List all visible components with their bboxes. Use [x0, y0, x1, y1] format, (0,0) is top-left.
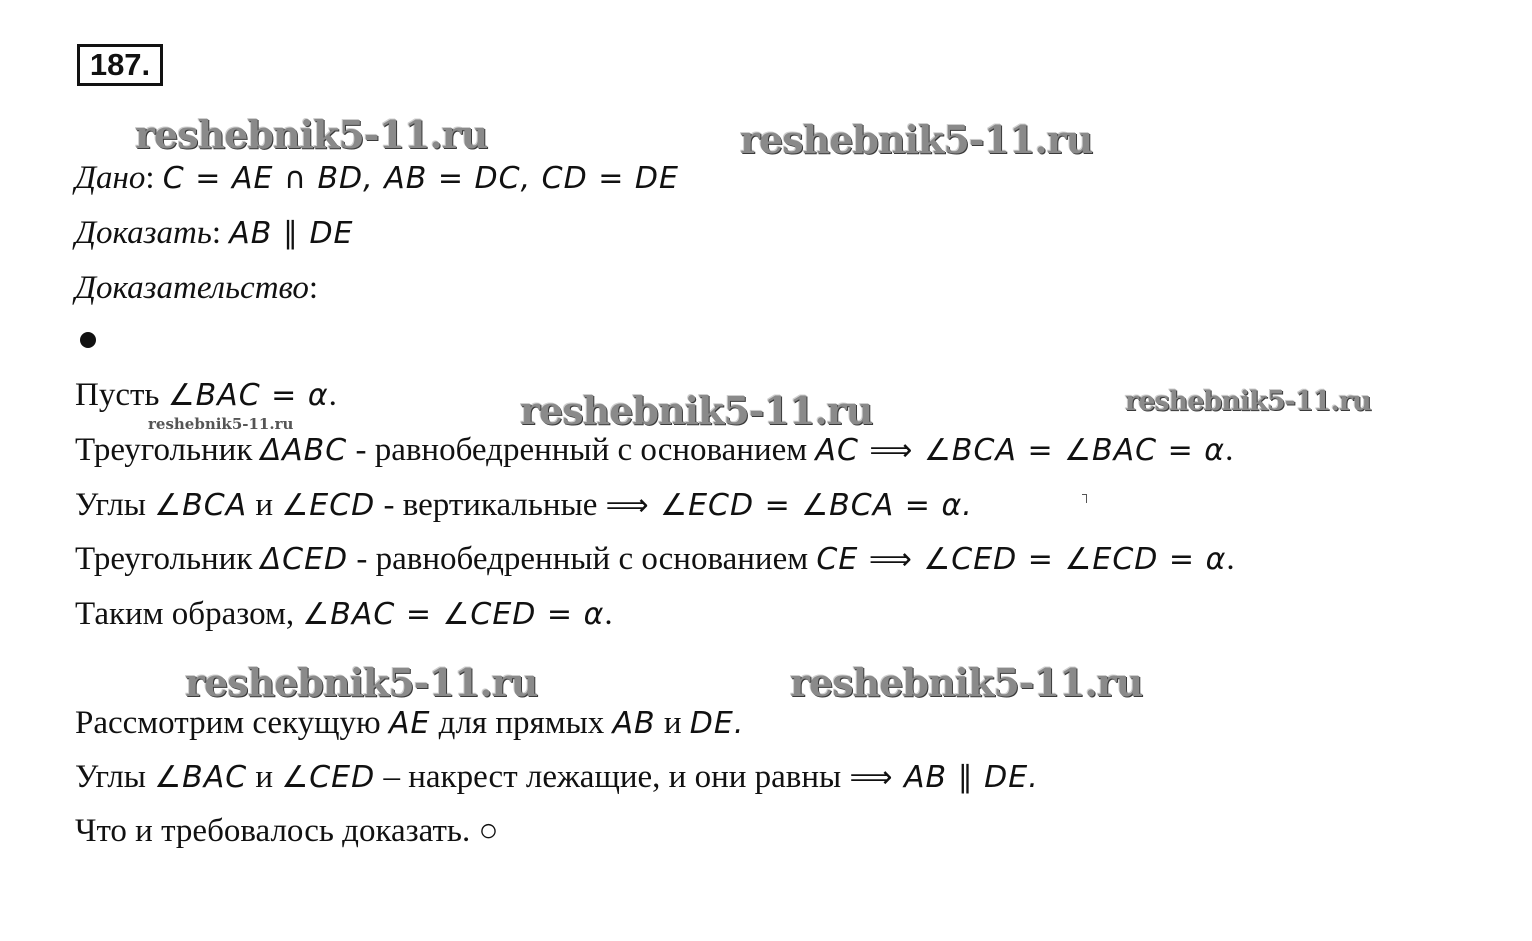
step-math: DE.: [689, 706, 745, 741]
step-text: для прямых: [430, 705, 613, 741]
watermark: reshebnik5-11.ru: [135, 112, 488, 157]
step-math: AB: [612, 706, 656, 741]
proof-step: [75, 703, 744, 744]
watermark: reshebnik5-11.ru: [1125, 386, 1371, 417]
bullet-dot: [80, 332, 96, 348]
given-label: Дано: [75, 160, 146, 196]
step-text: и: [655, 705, 690, 741]
watermark: reshebnik5-11.ru: [185, 660, 538, 705]
step-text: и: [247, 759, 282, 795]
prove-math: AB ∥ DE: [229, 216, 354, 251]
proof-line: [75, 268, 318, 308]
step-math: ∠CED: [281, 760, 376, 795]
problem-number: 187.: [77, 44, 163, 86]
proof-step: [75, 594, 613, 635]
step-text: - вертикальные: [375, 487, 606, 523]
proof-step: [75, 757, 1039, 798]
proof-step: [75, 485, 973, 526]
step-text: - равнобедренный с основанием: [347, 432, 816, 468]
step-math: ΔCED: [260, 542, 349, 577]
step-text: Таким образом,: [75, 596, 303, 632]
step-text: Треугольник: [75, 541, 261, 577]
step-text: Что и требовалось доказать. ○: [75, 813, 499, 849]
step-math: ∠BAC: [154, 760, 248, 795]
watermark: reshebnik5-11.ru: [740, 117, 1093, 162]
given-colon: :: [145, 160, 163, 196]
step-math: ∠BAC = ∠CED = α: [302, 597, 605, 632]
step-math: ∠ECD: [281, 488, 376, 523]
step-text: .: [1226, 541, 1235, 577]
proof-colon: :: [308, 270, 319, 306]
proof-step: [75, 375, 337, 416]
prove-line: [75, 213, 354, 254]
step-math: ∠BCA: [154, 488, 248, 523]
watermark: reshebnik5-11.ru: [148, 415, 294, 433]
watermark: reshebnik5-11.ru: [790, 660, 1143, 705]
proof-step: [75, 539, 1235, 580]
step-text: Углы: [75, 759, 155, 795]
step-math: CE ⟹ ∠CED = ∠ECD = α: [816, 542, 1227, 577]
stray-mark: [1082, 494, 1087, 503]
step-text: Углы: [75, 487, 155, 523]
step-text: и: [247, 487, 282, 523]
step-math: ⟹ AB ∥ DE.: [849, 760, 1039, 795]
step-text: .: [1225, 432, 1234, 468]
step-math: ΔABC: [260, 433, 348, 468]
step-text: Треугольник: [75, 432, 261, 468]
step-math: AE: [388, 706, 431, 741]
step-text: .: [328, 377, 337, 413]
given-math: C = AE ∩ BD, AB = DC, CD = DE: [162, 161, 679, 196]
step-math: ∠BAC = α: [167, 378, 329, 413]
step-math: AC ⟹ ∠BCA = ∠BAC = α: [815, 433, 1226, 468]
step-text: – накрест лежащие, и они равны: [375, 759, 850, 795]
step-text: Пусть: [75, 377, 168, 413]
prove-label: Доказать: [75, 215, 212, 251]
step-text: Рассмотрим секущую: [75, 705, 389, 741]
proof-label: Доказательство: [75, 270, 309, 306]
prove-colon: :: [211, 215, 230, 251]
proof-conclusion: [75, 811, 498, 851]
given-line: [75, 158, 679, 199]
watermark: reshebnik5-11.ru: [520, 388, 873, 433]
step-math: ⟹ ∠ECD = ∠BCA = α.: [605, 488, 973, 523]
step-text: .: [604, 596, 613, 632]
proof-step: [75, 430, 1233, 471]
step-text: - равнобедренный с основанием: [348, 541, 817, 577]
